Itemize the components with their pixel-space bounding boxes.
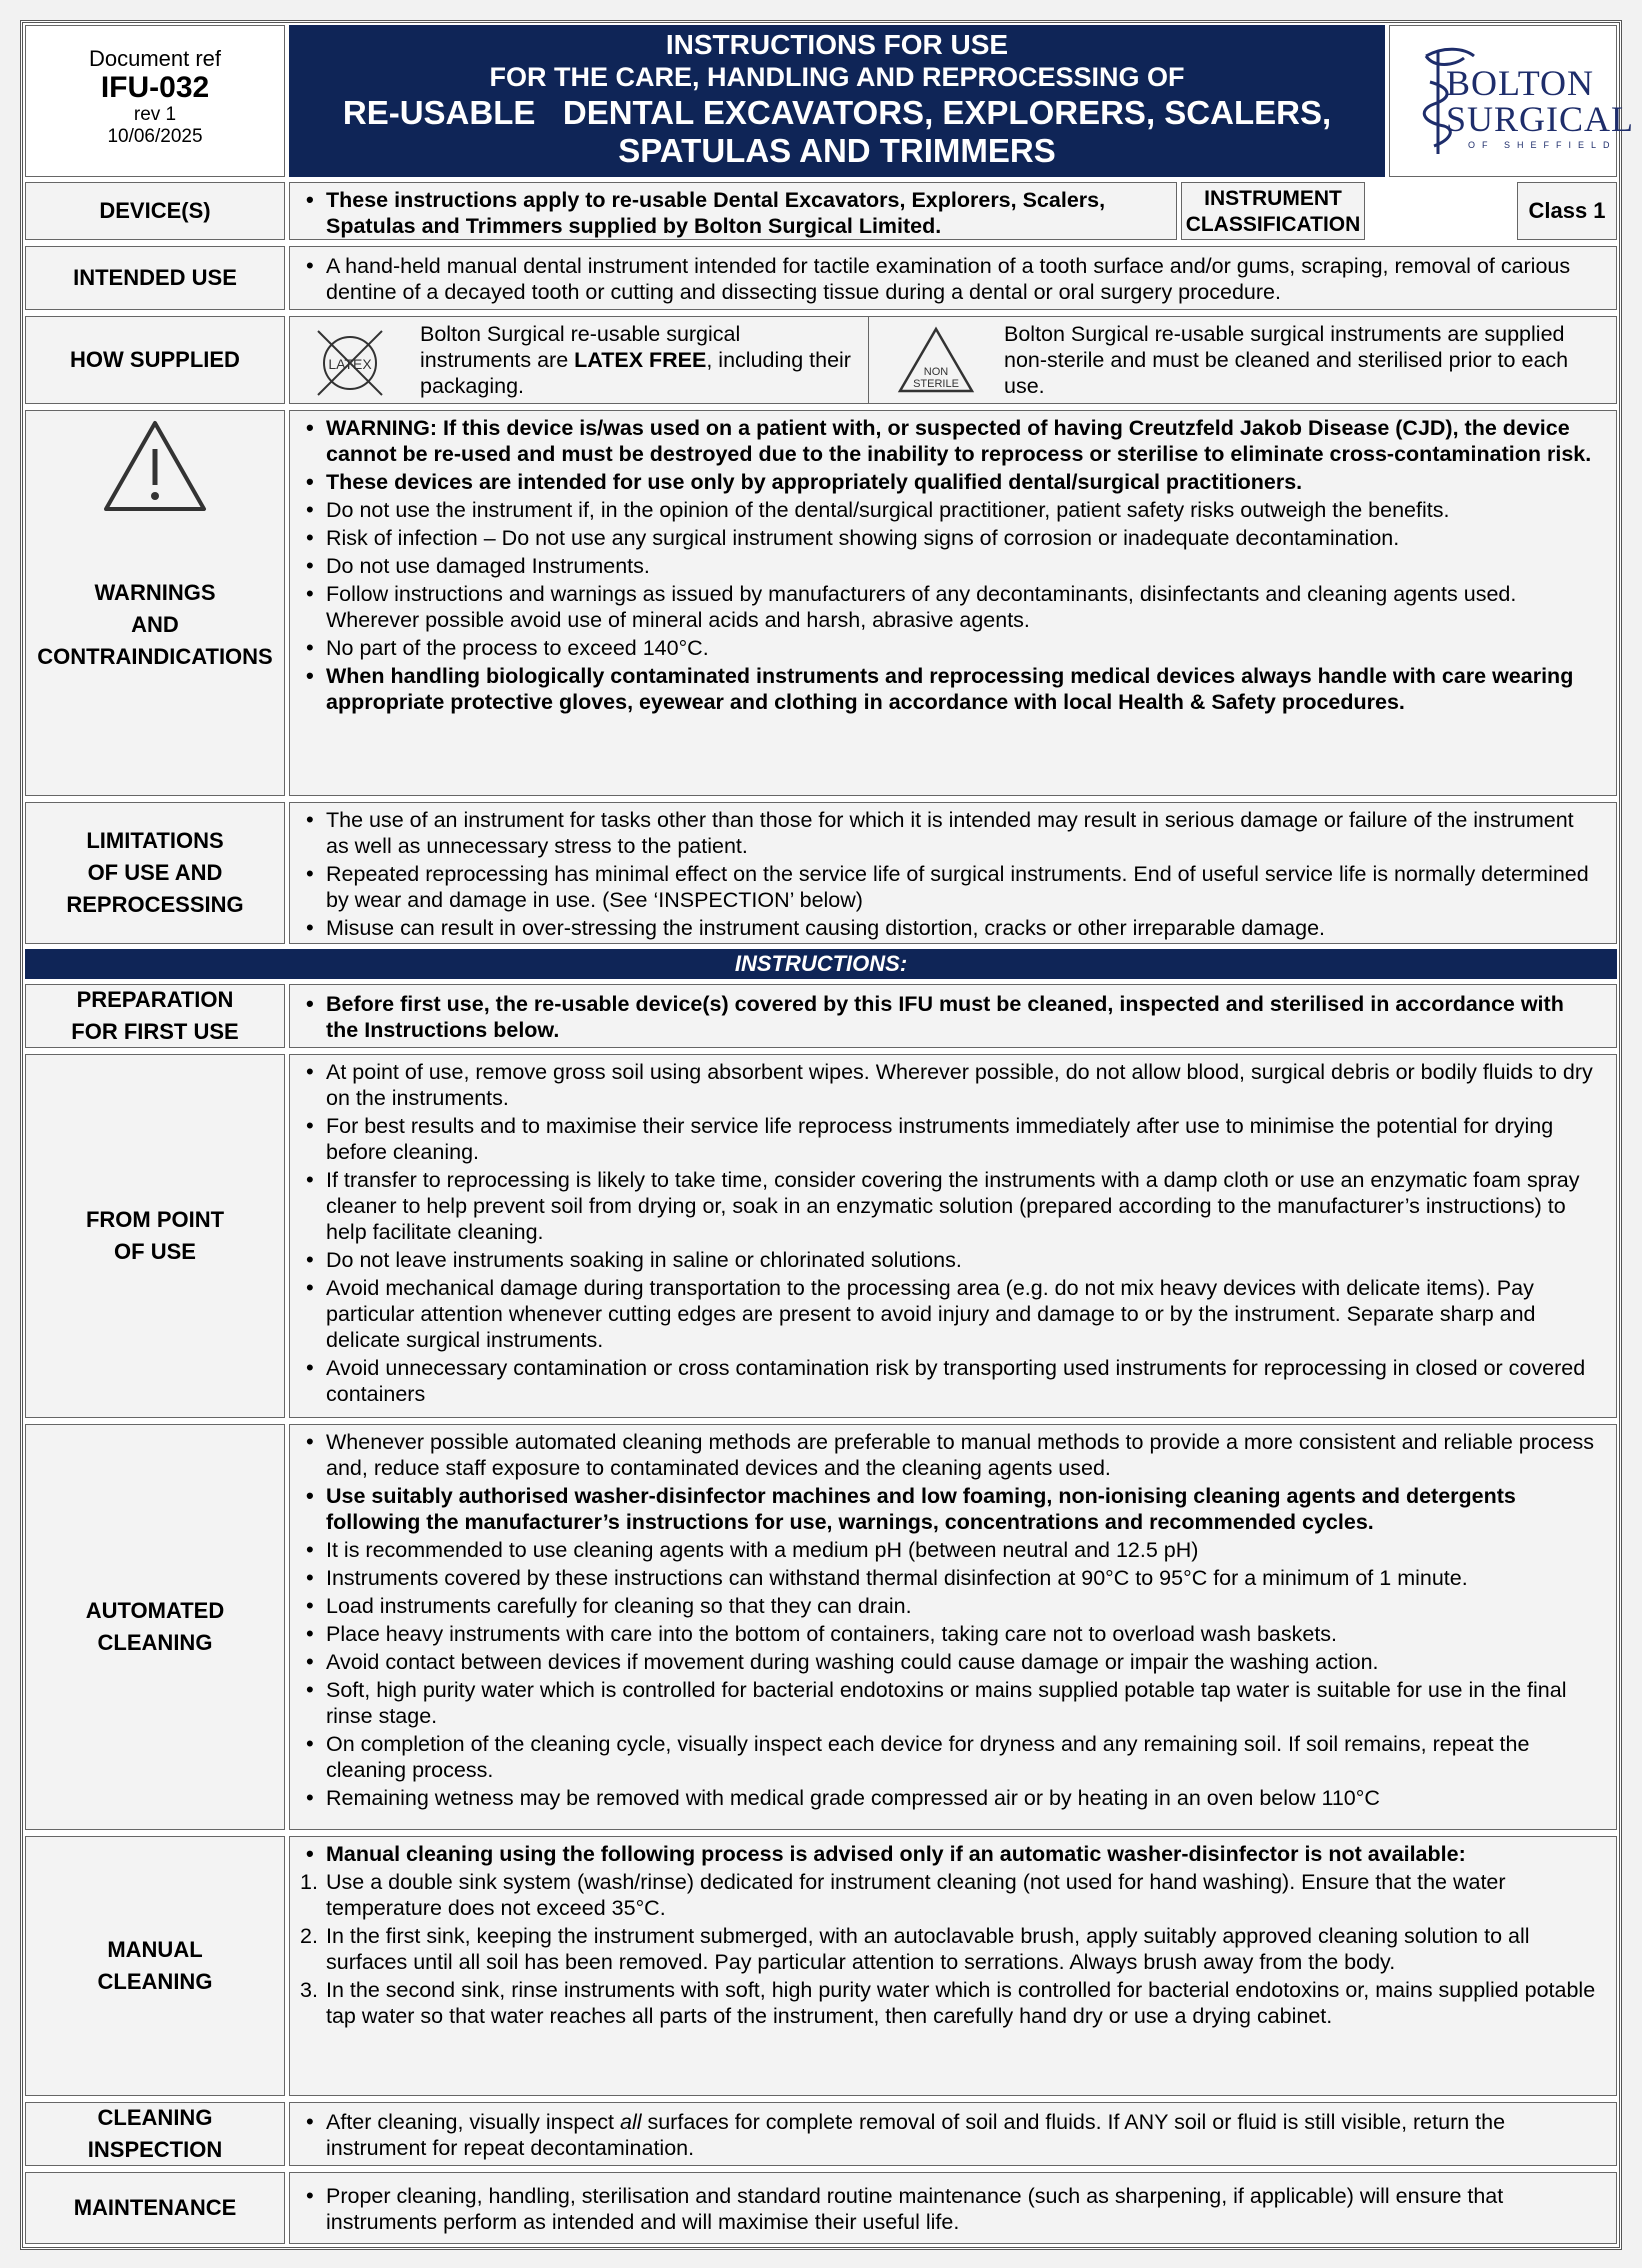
- inspection-label: [25, 2102, 285, 2166]
- non-sterile-box: [868, 317, 1616, 403]
- bolton-surgical-logo: [1404, 42, 1636, 162]
- inspection-label-1: CLEANING: [97, 2105, 213, 2130]
- devices-label: DEVICE(S): [25, 182, 285, 240]
- devices-row: [23, 179, 1619, 243]
- intended-use-content: [289, 246, 1617, 310]
- warning-item: • Follow instructions and warnings as issued by manufacturers of any decontaminants, disinfectants and cleaning agents used. Wherever possible avoid use of mineral acids and harsh, abrasive agents.: [300, 581, 1602, 633]
- automated-item: • Soft, high purity water which is controlled for bacterial endotoxins or mains supplied potable tap water is suitable for use in the final rinse stage.: [300, 1677, 1602, 1729]
- manual-intro: • Manual cleaning using the following process is advised only if an automatic washer-disinfector is not available:: [300, 1841, 1602, 1867]
- intended-use-row: [23, 243, 1619, 313]
- doc-date: 10/06/2025: [107, 126, 203, 147]
- title-line-1: INSTRUCTIONS FOR USE: [665, 29, 1009, 60]
- limitations-label: [25, 802, 285, 944]
- manual-step-text: Use a double sink system (wash/rinse) dedicated for instrument cleaning (not used for hand washing). Ensure that the water temperature does not exceed 35°C.: [326, 1870, 1506, 1920]
- maintenance-row: [23, 2169, 1619, 2247]
- latex-symbol-text: LATEX: [328, 356, 372, 372]
- point-of-use-item: • If transfer to reprocessing is likely to take time, consider covering the instruments with a damp cloth or use an enzymatic foam spray cleaner to help prevent soil from drying or, soak in an enzymatic solution (prepared according to the manufacturer’s instructions) to help facilitate cleaning.: [300, 1167, 1602, 1245]
- inspection-text-b: all: [619, 2110, 642, 2134]
- inspection-content: [289, 2102, 1617, 2166]
- point-of-use-label-2: OF USE: [114, 1239, 196, 1264]
- document-ref-box: [25, 25, 285, 177]
- automated-label-1: AUTOMATED: [85, 1598, 225, 1623]
- inspection-row: [23, 2099, 1619, 2169]
- manual-label: [25, 1836, 285, 2096]
- preparation-label: [25, 984, 285, 1048]
- logo-subtitle: OF SHEFFIELD: [1468, 140, 1617, 150]
- warning-triangle-icon: [102, 419, 208, 513]
- instructions-band: INSTRUCTIONS:: [25, 949, 1617, 979]
- limitations-label-2: OF USE AND: [87, 860, 223, 885]
- preparation-text: • Before first use, the re-usable device(s) covered by this IFU must be cleaned, inspected and sterilised in accordance with the Instructions below.: [300, 991, 1602, 1043]
- maintenance-text: • Proper cleaning, handling, sterilisation and standard routine maintenance (such as sharpening, if applicable) will ensure that instruments perform as intended and will maximise their useful life.: [300, 2183, 1602, 2235]
- classification-label-2: CLASSIFICATION: [1185, 213, 1361, 236]
- preparation-content: [289, 984, 1617, 1048]
- manual-label-1: MANUAL: [107, 1937, 203, 1962]
- automated-item: • On completion of the cleaning cycle, visually inspect each device for dryness and any remaining soil. If soil remains, repeat the cleaning process.: [300, 1731, 1602, 1783]
- point-of-use-content: [289, 1054, 1617, 1418]
- title-line-4: SPATULAS AND TRIMMERS: [618, 132, 1056, 169]
- manual-step: 2. In the first sink, keeping the instrument submerged, with an autoclavable brush, apply suitably approved cleaning solution to all surfaces until all soil has been removed. Pay particular attention to serrations. Always brush away from the body.: [300, 1924, 1530, 1974]
- limitation-item: • Repeated reprocessing has minimal effect on the service life of surgical instruments. End of useful service life is normally determined by wear and damage in use. (See ‘INSPECTION’ below): [300, 861, 1602, 913]
- logo-word-bolton: BOLTON: [1446, 63, 1595, 103]
- warnings-label-2: AND: [131, 612, 179, 637]
- limitations-content: [289, 802, 1617, 944]
- intended-use-text: • A hand-held manual dental instrument intended for tactile examination of a tooth surface and/or gums, scraping, removal of carious dentine of a decayed tooth or cutting and dissecting tissue during a dental or oral surgery procedure.: [300, 253, 1602, 305]
- limitations-label-1: LIMITATIONS: [86, 828, 224, 853]
- devices-text: • These instructions apply to re-usable Dental Excavators, Explorers, Scalers, Spatulas and Trimmers supplied by Bolton Surgical Limited.: [300, 187, 1162, 239]
- preparation-row: [23, 981, 1619, 1051]
- automated-item: • Instruments covered by these instructions can withstand thermal disinfection at 90°C to 95°C for a minimum of 1 minute.: [300, 1565, 1602, 1591]
- point-of-use-item: • For best results and to maximise their service life reprocess instruments immediately after use to minimise the potential for drying before cleaning.: [300, 1113, 1602, 1165]
- logo-word-surgical: SURGICAL: [1446, 99, 1635, 139]
- manual-step: 3. In the second sink, rinse instruments with soft, high purity water which is controlled for bacterial endotoxins or, mains supplied potable tap water so that water reaches all parts of the instrument, then carefully hand dry or use a drying cabinet.: [300, 1978, 1596, 2028]
- automated-item: • Place heavy instruments with care into the bottom of containers, taking care not to overload wash baskets.: [300, 1621, 1602, 1647]
- classification-label: [1181, 182, 1365, 240]
- latex-free-text: [420, 321, 854, 399]
- classification-group: [1181, 182, 1515, 240]
- latex-free-box: [290, 317, 869, 403]
- point-of-use-item: • Avoid unnecessary contamination or cross contamination risk by transporting used instruments for reprocessing in closed or covered containers: [300, 1355, 1602, 1407]
- automated-content: [289, 1424, 1617, 1830]
- intended-use-label: INTENDED USE: [25, 246, 285, 310]
- warning-item: • Risk of infection – Do not use any surgical instrument showing signs of corrosion or inadequate decontamination.: [300, 525, 1602, 551]
- doc-ref: IFU-032: [100, 71, 210, 104]
- classification-label-1: INSTRUMENT: [1204, 187, 1342, 210]
- doc-ref-label: Document ref: [88, 46, 222, 71]
- automated-item: • Whenever possible automated cleaning methods are preferable to manual methods to provide a more consistent and reliable process and, reduce staff exposure to contaminated devices and the cleaning agents used.: [300, 1429, 1602, 1481]
- automated-label: [25, 1424, 285, 1830]
- preparation-label-2: FOR FIRST USE: [71, 1019, 239, 1044]
- automated-item: • Remaining wetness may be removed with medical grade compressed air or by heating in an oven below 110°C: [300, 1785, 1602, 1811]
- devices-content: [289, 182, 1177, 240]
- how-supplied-content: [289, 316, 1617, 404]
- how-supplied-row: [23, 313, 1619, 407]
- title-line-3: RE-USABLE DENTAL EXCAVATORS, EXPLORERS, SCALERS,: [342, 94, 1332, 131]
- manual-step: 1. Use a double sink system (wash/rinse) dedicated for instrument cleaning (not used for hand washing). Ensure that the water temperature does not exceed 35°C.: [300, 1870, 1506, 1920]
- point-of-use-label-1: FROM POINT: [85, 1207, 225, 1232]
- classification-value: Class 1: [1517, 182, 1617, 240]
- point-of-use-row: [23, 1051, 1619, 1421]
- ifu-table: [20, 20, 1635, 2250]
- automated-label-2: CLEANING: [97, 1630, 213, 1655]
- title-line-2: FOR THE CARE, HANDLING AND REPROCESSING OF: [489, 62, 1185, 92]
- automated-item: • Use suitably authorised washer-disinfector machines and low foaming, non-ionising cleaning agents and detergents following the manufacturer’s instructions for use, warnings, concentrations and recommended cycles.: [300, 1483, 1602, 1535]
- preparation-label-1: PREPARATION: [76, 987, 234, 1012]
- limitations-row: [23, 799, 1619, 947]
- point-of-use-label: [25, 1054, 285, 1418]
- latex-free-icon: [312, 325, 392, 401]
- warnings-label-1: WARNINGS: [94, 580, 216, 605]
- warning-item: • Do not use damaged Instruments.: [300, 553, 1602, 579]
- point-of-use-item: • Avoid mechanical damage during transportation to the processing area (e.g. do not mix heavy devices with delicate items). Pay particular attention whenever cutting edges are present to avoid injury and damage to or by the instrument. Separate sharp and delicate surgical instruments.: [300, 1275, 1602, 1353]
- manual-row: [23, 1833, 1619, 2099]
- warning-item: • When handling biologically contaminated instruments and reprocessing medical devices always handle with care wearing appropriate protective gloves, eyewear and clothing in accordance with local Health & Safety procedures.: [300, 663, 1602, 715]
- non-sterile-icon: [896, 325, 976, 397]
- point-of-use-item: • Do not leave instruments soaking in saline or chlorinated solutions.: [300, 1247, 1602, 1273]
- doc-rev: rev 1: [133, 104, 177, 125]
- manual-label-2: CLEANING: [97, 1969, 213, 1994]
- inspection-text: [300, 2109, 1602, 2161]
- warnings-row: [23, 407, 1619, 799]
- point-of-use-item: • At point of use, remove gross soil using absorbent wipes. Wherever possible, do not allow blood, surgical debris or bodily fluids to dry on the instruments.: [300, 1059, 1602, 1111]
- title-banner: [289, 25, 1385, 177]
- limitations-label-3: REPROCESSING: [66, 892, 244, 917]
- non-sterile-symbol-line-1: NON: [923, 366, 949, 378]
- non-sterile-text: Bolton Surgical re-usable surgical instruments are supplied non-sterile and must be cleaned and sterilised prior to each use.: [1004, 322, 1569, 398]
- warning-item: • These devices are intended for use only by appropriately qualified dental/surgical practitioners.: [300, 469, 1602, 495]
- warning-item: • Do not use the instrument if, in the opinion of the dental/surgical practitioner, patient safety risks outweigh the benefits.: [300, 497, 1602, 523]
- warning-item: • No part of the process to exceed 140°C.: [300, 635, 1602, 661]
- inspection-label-2: INSPECTION: [87, 2137, 223, 2162]
- maintenance-label: MAINTENANCE: [25, 2172, 285, 2244]
- warning-item: • WARNING: If this device is/was used on a patient with, or suspected of having Creutzfeld Jakob Disease (CJD), the device cannot be re-used and must be destroyed due to the inability to reprocess or sterilise to eliminate cross-contamination risk.: [300, 415, 1602, 467]
- automated-item: • It is recommended to use cleaning agents with a medium pH (between neutral and 12.5 pH): [300, 1537, 1602, 1563]
- manual-step-text: In the second sink, rinse instruments with soft, high purity water which is controlled for bacterial endotoxins or, mains supplied potable tap water so that water reaches all parts of the instrument, then carefully hand dry or use a drying cabinet.: [326, 1978, 1596, 2028]
- latex-text-b: LATEX FREE: [574, 348, 707, 372]
- non-sterile-symbol-line-2: STERILE: [913, 378, 959, 390]
- logo-box: [1389, 25, 1635, 177]
- automated-item: • Avoid contact between devices if movement during washing could cause damage or impair the washing action.: [300, 1649, 1602, 1675]
- latex-text-c: , including their packaging.: [420, 348, 851, 398]
- maintenance-content: [289, 2172, 1617, 2244]
- manual-step-text: In the first sink, keeping the instrument submerged, with an autoclavable brush, apply suitably approved cleaning solution to all surfaces until all soil has been removed. Pay particular attention to serrations. Always brush away from the body.: [326, 1924, 1530, 1974]
- inspection-text-a: After cleaning, visually inspect: [326, 2110, 620, 2134]
- warnings-content: [289, 410, 1617, 796]
- limitation-item: • The use of an instrument for tasks other than those for which it is intended may result in serious damage or failure of the instrument as well as unnecessary stress to the patient.: [300, 807, 1602, 859]
- limitation-item: • Misuse can result in over-stressing the instrument causing distortion, cracks or other irreparable damage.: [300, 915, 1602, 941]
- automated-row: [23, 1421, 1619, 1833]
- warnings-label: [25, 410, 285, 796]
- manual-content: [289, 1836, 1617, 2096]
- header-row: [23, 23, 1635, 179]
- latex-text-a: Bolton Surgical re-usable surgical instruments are: [420, 322, 741, 372]
- warnings-label-3: CONTRAINDICATIONS: [37, 644, 273, 669]
- how-supplied-label: HOW SUPPLIED: [25, 316, 285, 404]
- automated-item: • Load instruments carefully for cleaning so that they can drain.: [300, 1593, 1602, 1619]
- inspection-text-c: surfaces for complete removal of soil and fluids. If ANY soil or fluid is still visible, return the instrument for repeat decontamination.: [326, 2110, 1506, 2160]
